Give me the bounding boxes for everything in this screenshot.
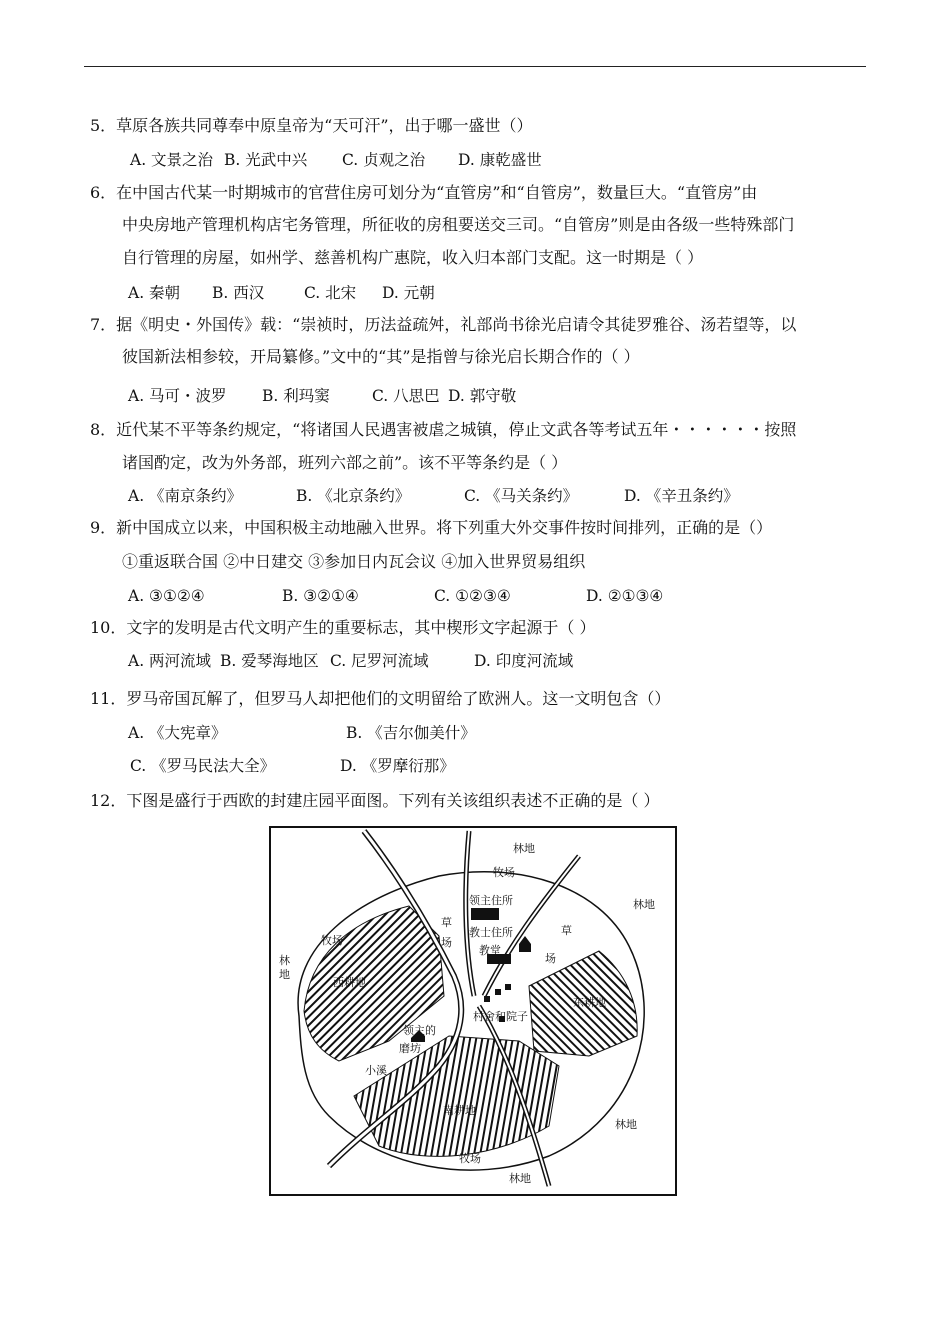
svg-text:草: 草 (561, 924, 572, 937)
label-lord-residence: 领主住所 (469, 894, 513, 907)
q6-option-d: D. 元朝 (382, 284, 435, 302)
q5-option-c: C. 贞观之治 (342, 151, 426, 169)
q6-line-3: 自行管理的房屋，如州学、慈善机构广惠院，收入归本部门支配。这一时期是（ ） (122, 248, 704, 267)
q8-line-1: 8．近代某不平等条约规定，“将诸国人民遇害被虐之城镇，停止文武各等考试五年・・・・・・按照 (90, 420, 797, 439)
svg-text:草: 草 (441, 916, 452, 929)
label-west-field: 西耕地 (333, 976, 366, 989)
q11-option-a: A. 《大宪章》 (128, 724, 227, 742)
label-pasture-bottom: 牧场 (459, 1152, 481, 1165)
q10-option-c: C. 尼罗河流域 (330, 652, 429, 670)
label-priest-residence: 教士住所 (469, 926, 513, 939)
q5-stem: 5．草原各族共同尊奉中原皇帝为“天可汗”，出于哪一盛世（） (90, 116, 533, 135)
label-south-field: 南耕地 (443, 1104, 476, 1117)
q5-option-d: D. 康乾盛世 (458, 151, 542, 169)
q7-option-d: D. 郭守敬 (448, 387, 517, 405)
label-east-field: 东耕地 (573, 996, 606, 1009)
lord-residence-block (471, 908, 499, 920)
q8-option-b: B. 《北京条约》 (296, 487, 411, 505)
svg-text:场: 场 (441, 936, 452, 949)
q7-line-1: 7．据《明史・外国传》载：“崇祯时，历法益疏舛，礼部尚书徐光启请令其徒罗雅谷、汤若望等，以 (90, 315, 797, 334)
q11-option-d: D. 《罗摩衍那》 (340, 757, 455, 775)
q8-line-2: 诸国酌定，改为外务部，班列六部之前”。该不平等条约是（ ） (122, 453, 568, 472)
q7-option-c: C. 八思巴 (372, 387, 440, 405)
q10-stem: 10．文字的发明是古代文明产生的重要标志，其中楔形文字起源于（ ） (90, 618, 596, 637)
manor-map (269, 826, 677, 1196)
q11-option-c: C. 《罗马民法大全》 (130, 757, 276, 775)
q6-line-2: 中央房地产管理机构店宅务管理，所征收的房租要送交三司。“自管房”则是由各级一些特殊部门 (122, 215, 795, 234)
q12-stem: 12．下图是盛行于西欧的封建庄园平面图。下列有关该组织表述不正确的是（ ） (90, 791, 660, 810)
svg-text:林: 林 (279, 954, 290, 967)
q7-option-b: B. 利玛窦 (262, 387, 330, 405)
label-forest-top: 林地 (513, 842, 535, 855)
label-village: 村舍和院子 (473, 1010, 528, 1023)
label-forest-lower-right: 林地 (615, 1118, 637, 1131)
q7-line-2: 彼国新法相参较，开局纂修。”文中的“其”是指曾与徐光启长期合作的（ ） (122, 347, 640, 366)
q5-option-b: B. 光武中兴 (224, 151, 308, 169)
q11-stem: 11．罗马帝国瓦解了，但罗马人却把他们的文明留给了欧洲人。这一文明包含（） (90, 689, 671, 708)
q8-option-d: D. 《辛丑条约》 (624, 487, 739, 505)
label-stream: 小溪 (365, 1064, 387, 1077)
q9-option-c: C. ①②③④ (434, 587, 511, 605)
q6-option-c: C. 北宋 (304, 284, 357, 302)
svg-text:磨坊: 磨坊 (399, 1042, 421, 1055)
q7-option-a: A. 马可・波罗 (128, 387, 227, 405)
q6-line-1: 6．在中国古代某一时期城市的官营住房可划分为“直管房”和“自管房”，数量巨大。“直管房”由 (90, 183, 758, 202)
label-church: 教堂 (479, 944, 501, 957)
q10-option-a: A. 两河流域 (128, 652, 212, 670)
svg-text:地: 地 (279, 968, 290, 981)
svg-text:场: 场 (545, 952, 556, 965)
village-house (484, 996, 490, 1002)
label-forest-right: 林地 (633, 898, 655, 911)
q8-option-c: C. 《马关条约》 (464, 487, 579, 505)
label-pasture-top: 牧场 (493, 866, 515, 879)
q10-option-b: B. 爱琴海地区 (220, 652, 319, 670)
q9-stem: 9．新中国成立以来，中国积极主动地融入世界。将下列重大外交事件按时间排列，正确的是（） (90, 518, 773, 537)
label-pasture-left: 牧场 (321, 934, 343, 947)
header-rule (84, 66, 866, 67)
q9-option-d: D. ②①③④ (586, 587, 664, 605)
svg-text:领主的: 领主的 (403, 1024, 436, 1037)
q9-option-a: A. ③①②④ (128, 587, 205, 605)
q5-option-a: A. 文景之治 (130, 151, 214, 169)
q10-option-d: D. 印度河流域 (474, 652, 574, 670)
q11-option-b: B. 《吉尔伽美什》 (346, 724, 476, 742)
q6-option-b: B. 西汉 (212, 284, 265, 302)
q9-items: ①重返联合国 ②中日建交 ③参加日内瓦会议 ④加入世界贸易组织 (122, 552, 586, 571)
q9-option-b: B. ③②①④ (282, 587, 359, 605)
q8-option-a: A. 《南京条约》 (128, 487, 243, 505)
q6-option-a: A. 秦朝 (128, 284, 181, 302)
label-forest-bottom: 林地 (509, 1172, 531, 1185)
